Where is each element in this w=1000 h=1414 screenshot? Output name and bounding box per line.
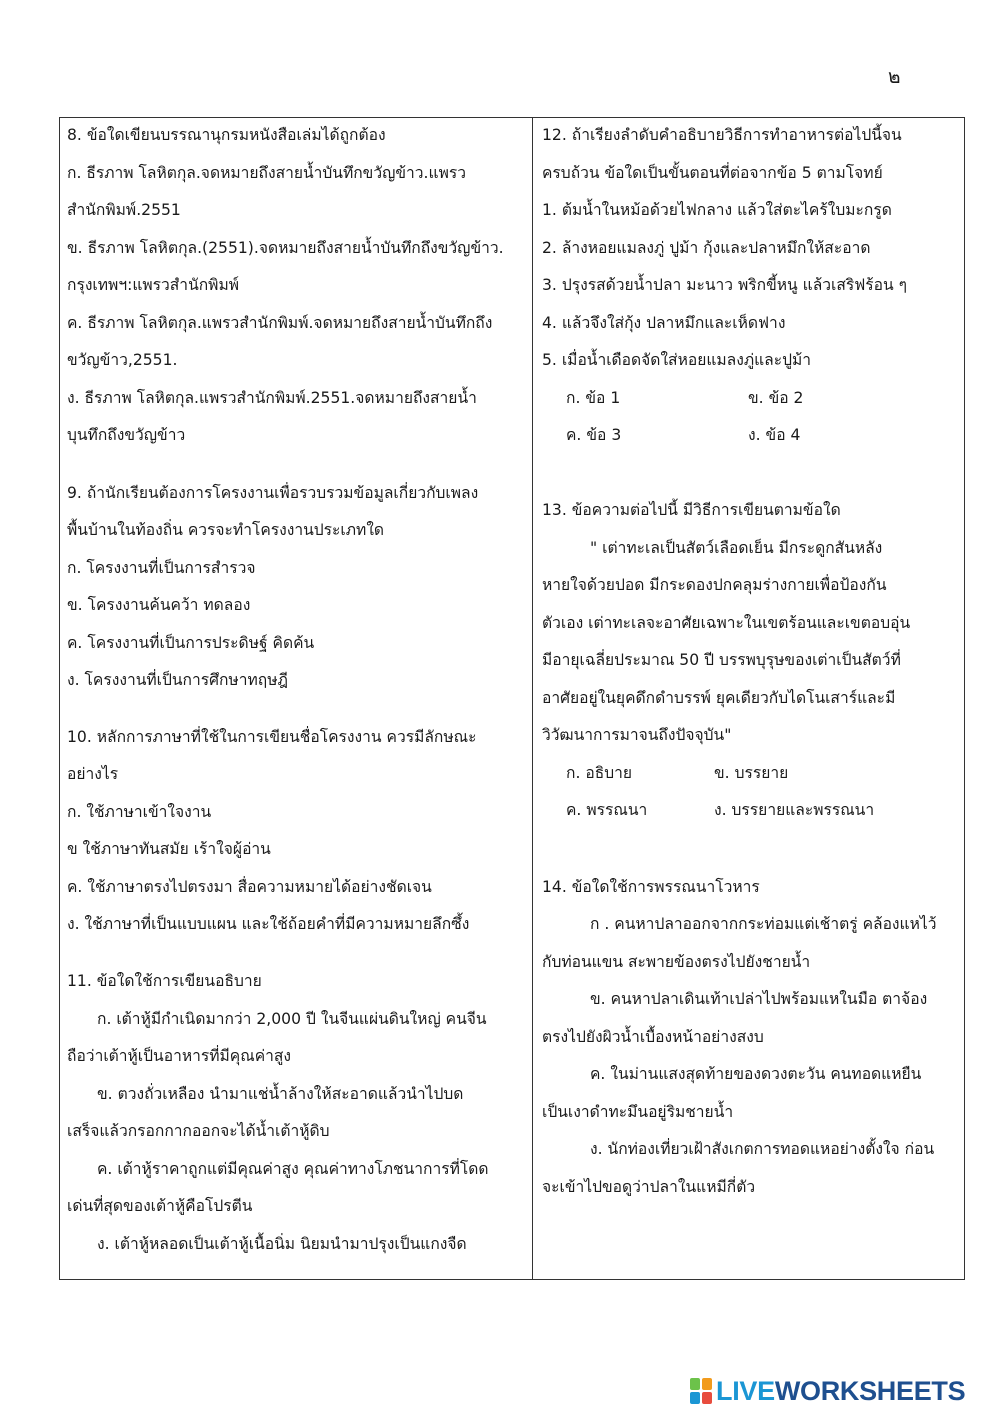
text-line: 9. ถ้านักเรียนต้องการโครงงานเพื่อรวบรวมข้อมูลเกี่ยวกับเพลง — [67, 484, 479, 502]
text-line: ค. ข้อ 3 — [566, 426, 622, 444]
text-line: อย่างไร — [67, 765, 119, 783]
text-line: อาศัยอยู่ในยุคดึกดำบรรพ์ ยุคเดียวกับไดโนเสาร์และมี — [542, 689, 896, 707]
text-line: บุนทึกถึงขวัญข้าว — [67, 426, 186, 444]
column-divider — [532, 117, 533, 1280]
liveworksheets-logo-icon — [690, 1378, 712, 1404]
text-line: เด่นที่สุดของเต้าหู้คือโปรตีน — [67, 1197, 253, 1215]
text-line: 3. ปรุงรสด้วยน้ำปลา มะนาว พริกขี้หนู แล้วเสริฟร้อน ๆ — [542, 276, 908, 294]
liveworksheets-logo-text — [716, 1376, 965, 1407]
text-line: 11. ข้อใดใช้การเขียนอธิบาย — [67, 972, 262, 990]
text-line: 12. ถ้าเรียงลำดับคำอธิบายวิธีการทำอาหารต่อไปนี้จน — [542, 126, 902, 144]
text-line: 4. แล้วจึงใส่กุ้ง ปลาหมึกและเห็ดฟาง — [542, 314, 786, 332]
text-line: มีอายุเฉลี่ยประมาณ 50 ปี บรรพบุรุษของเต่าเป็นสัตว์ที่ — [542, 651, 901, 669]
text-line: ง. นักท่องเที่ยวเฝ้าสังเกตการทอดแหอย่างตั้งใจ ก่อน — [590, 1140, 935, 1158]
text-line: 8. ข้อใดเขียนบรรณานุกรมหนังสือเล่มได้ถูกต้อง — [67, 126, 386, 144]
text-line: ค. ในม่านแสงสุดท้ายของดวงตะวัน คนทอดแหยืน — [590, 1065, 922, 1083]
text-line: หายใจด้วยปอด มีกระดองปกคลุมร่างกายเพื่อป้องกัน — [542, 576, 887, 594]
text-line: ถือว่าเต้าหู้เป็นอาหารที่มีคุณค่าสูง — [67, 1047, 292, 1065]
logo-text-worksheets: WORKSHEETS — [774, 1375, 966, 1406]
text-line: จะเข้าไปขอดูว่าปลาในแหมีกี่ตัว — [542, 1178, 756, 1196]
text-line: ก . คนหาปลาออกจากกระท่อมแต่เช้าตรู่ คล้องแหไว้ — [590, 915, 937, 933]
logo-text-live: LIVE — [716, 1375, 775, 1406]
text-line: พื้นบ้านในท้องถิ่น ควรจะทำโครงงานประเภทใด — [67, 521, 385, 539]
liveworksheets-logo — [690, 1376, 965, 1406]
text-line: เป็นเงาดำทะมึนอยู่ริมชายน้ำ — [542, 1103, 734, 1121]
text-line: 14. ข้อใดใช้การพรรณนาโวหาร — [542, 878, 760, 896]
text-line: เสร็จแล้วกรอกกากออกจะได้น้ำเต้าหู้ดิบ — [67, 1122, 330, 1140]
text-line: ขวัญข้าว,2551. — [67, 351, 178, 369]
text-line: วิวัฒนาการมาจนถึงปัจจุบัน" — [542, 726, 732, 744]
text-line: ตัวเอง เต่าทะเลจะอาศัยเฉพาะในเขตร้อนและเขตอบอุ่น — [542, 614, 911, 632]
text-line: ข ใช้ภาษาทันสมัย เร้าใจผู้อ่าน — [67, 840, 271, 858]
text-line: ก. เต้าหู้มีกำเนิดมากว่า 2,000 ปี ในจีนแผ่นดินใหญ่ คนจีน — [97, 1010, 487, 1028]
text-line: ข. คนหาปลาเดินเท้าเปล่าไปพร้อมแหในมือ ตาจ้อง — [590, 990, 928, 1008]
text-line: 13. ข้อความต่อไปนี้ มีวิธีการเขียนตามข้อใด — [542, 501, 841, 519]
text-line: ค. เต้าหู้ราคาถูกแต่มีคุณค่าสูง คุณค่าทางโภชนาการที่โดด — [97, 1160, 489, 1178]
text-line: 2. ล้างหอยแมลงภู่ ปูม้า กุ้งและปลาหมึกให้สะอาด — [542, 239, 871, 257]
text-line: ง. ข้อ 4 — [748, 426, 801, 444]
text-line: กรุงเทพฯ:แพรวสำนักพิมพ์ — [67, 276, 240, 294]
text-line: 1. ต้มน้ำในหม้อด้วยไฟกลาง แล้วใส่ตะไคร้ใบมะกรูด — [542, 201, 892, 219]
text-line: 10. หลักการภาษาที่ใช้ในการเขียนชื่อโครงงาน ควรมีลักษณะ — [67, 728, 477, 746]
text-line: กับท่อนแขน สะพายข้องตรงไปยังชายน้ำ — [542, 953, 811, 971]
text-line: ก. ข้อ 1 — [566, 389, 621, 407]
text-line: ก. โครงงานที่เป็นการสำรวจ — [67, 559, 256, 577]
text-line: ข. โครงงานค้นคว้า ทดลอง — [67, 596, 251, 614]
text-line: ข. ธีรภาพ โลหิตกุล.(2551).จดหมายถึงสายน้ำบันทึกถึงขวัญข้าว. — [67, 239, 504, 257]
text-line: 5. เมื่อน้ำเดือดจัดใส่หอยแมลงภู่และปูม้า — [542, 351, 812, 369]
text-line: ค. พรรณนา — [566, 801, 648, 819]
text-line: ก. ใช้ภาษาเข้าใจงาน — [67, 803, 212, 821]
text-line: ง. บรรยายและพรรณนา — [714, 801, 875, 819]
page-number: ๒ — [888, 66, 901, 88]
text-line: ข. ข้อ 2 — [748, 389, 804, 407]
text-line: ค. ใช้ภาษาตรงไปตรงมา สื่อความหมายได้อย่างชัดเจน — [67, 878, 432, 896]
text-line: ข. ตวงถั่วเหลือง นำมาแช่น้ำล้างให้สะอาดแล้วนำไปบด — [97, 1085, 464, 1103]
text-line: ง. โครงงานที่เป็นการศึกษาทฤษฎี — [67, 671, 288, 689]
text-line: ก. ธีรภาพ โลหิตกุล.จดหมายถึงสายน้ำบันทึกขวัญข้าว.แพรว — [67, 164, 466, 182]
text-line: ข. บรรยาย — [714, 764, 789, 782]
text-line: ค. โครงงานที่เป็นการประดิษฐ์ คิดค้น — [67, 634, 315, 652]
text-line: ง. เต้าหู้หลอดเป็นเต้าหู้เนื้อนิ่ม นิยมนำมาปรุงเป็นแกงจืด — [97, 1235, 467, 1253]
text-line: ค. ธีรภาพ โลหิตกุล.แพรวสำนักพิมพ์.จดหมายถึงสายน้ำบันทึกถึง — [67, 314, 493, 332]
text-line: ก. อธิบาย — [566, 764, 633, 782]
text-line: ครบถ้วน ข้อใดเป็นขั้นตอนที่ต่อจากข้อ 5 ตามโจทย์ — [542, 164, 883, 182]
text-line: ง. ธีรภาพ โลหิตกุล.แพรวสำนักพิมพ์.2551.จดหมายถึงสายน้ำ — [67, 389, 477, 407]
text-line: ตรงไปยังผิวน้ำเบื้องหน้าอย่างสงบ — [542, 1028, 764, 1046]
text-line: สำนักพิมพ์.2551 — [67, 201, 181, 219]
text-line: " เต่าทะเลเป็นสัตว์เลือดเย็น มีกระดูกสันหลัง — [590, 539, 883, 557]
text-line: ง. ใช้ภาษาที่เป็นแบบแผน และใช้ถ้อยคำที่มีความหมายลึกซึ้ง — [67, 915, 470, 933]
